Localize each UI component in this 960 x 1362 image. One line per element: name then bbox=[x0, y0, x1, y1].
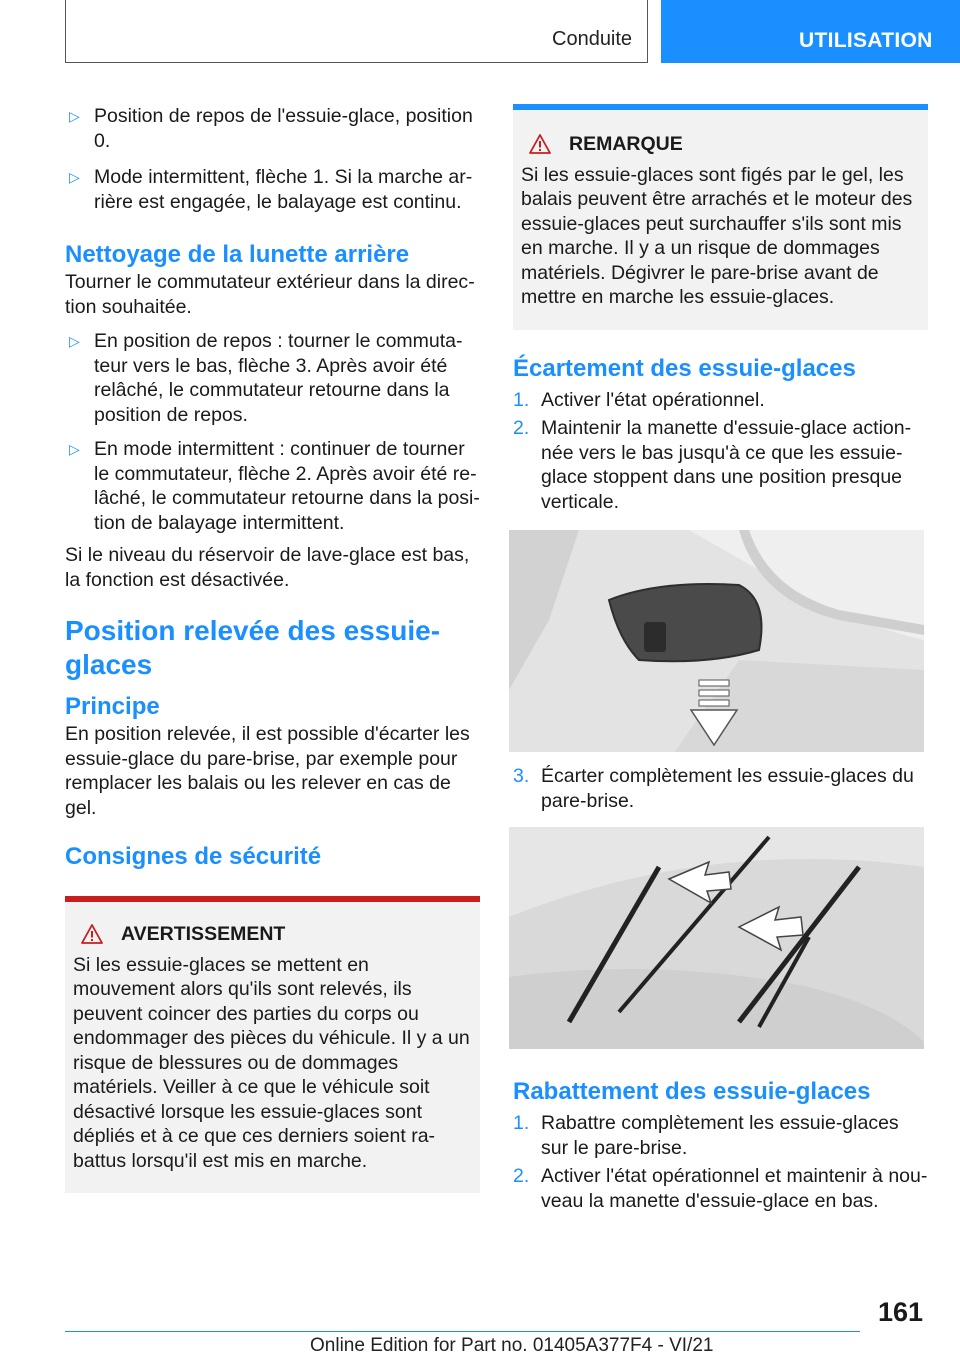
fold-heading: Rabattement des essuie-glaces bbox=[513, 1078, 871, 1105]
step-item: 1. Rabattre complètement les essuie-glaces sur le pare-brise. bbox=[513, 1112, 899, 1159]
caution-triangle-icon bbox=[529, 134, 551, 154]
warning-triangle-icon bbox=[81, 924, 103, 944]
step-item: 2. Activer l'état opérationnel et maintenir à nouveau la manette d'essuie-glace en bas. bbox=[513, 1165, 928, 1212]
rear-intro: Tourner le commutateur extérieur dans la direction souhaitée. bbox=[65, 271, 475, 318]
footer-divider bbox=[65, 1331, 860, 1332]
page-number: 161 bbox=[878, 1297, 924, 1327]
step-item: 1. Activer l'état opérationnel. bbox=[513, 388, 765, 411]
wipers-raised-illustration bbox=[509, 827, 924, 1049]
list-item: ▷ Position de repos de l'essuie-glace, position 0. bbox=[69, 105, 473, 152]
note-text: Si les essuie-glaces sont figés par le gel, les balais peuvent être arrachés et le moteur des essuie-glaces peut surchauffer s'ils sont mis en marche. Il y a un risque de dommages matériels. Dégivrer le pare-brise avant de mettre en marche les essuie-glaces. bbox=[521, 163, 913, 308]
rear-note: Si le niveau du réservoir de lave-glace est bas, la fonction est désactivée. bbox=[65, 544, 470, 591]
triangle-bullet-icon: ▷ bbox=[69, 169, 80, 185]
list-item: ▷ Mode intermittent, flèche 1. Si la marche arrière est engagée, le balayage est continu. bbox=[69, 166, 473, 213]
rear-window-heading: Nettoyage de la lunette arrière bbox=[65, 241, 410, 268]
principle-heading: Principe bbox=[65, 693, 160, 720]
step-item: 3. Écarter complètement les essuie-glaces du pare-brise. bbox=[513, 765, 914, 812]
warning-title-row: AVERTISSEMENT bbox=[81, 922, 472, 947]
spread-heading: Écartement des essuie-glaces bbox=[513, 354, 856, 382]
principle-text: En position relevée, il est possible d'écarter les essuie-glace du pare-brise, par exemple pour remplacer les balais ou les relever en cas de gel. bbox=[65, 723, 470, 819]
note-title-row: REMARQUE bbox=[529, 132, 920, 157]
note-box bbox=[513, 104, 928, 330]
right-column bbox=[513, 104, 928, 1213]
safety-heading: Consignes de sécurité bbox=[65, 843, 322, 870]
section-title: Conduite bbox=[552, 28, 633, 50]
list-item: ▷ En mode intermittent : continuer de tourner le commutateur, flèche 2. Après avoir été relâché, le commutateur retourne dans la position de balayage intermittent. bbox=[69, 438, 480, 534]
edition-text: Online Edition for Part no. 01405A377F4 - VI/21 bbox=[310, 1335, 714, 1356]
chapter-tab: UTILISATION bbox=[661, 0, 960, 63]
warning-box bbox=[65, 896, 480, 1193]
triangle-bullet-icon: ▷ bbox=[69, 333, 80, 349]
list-item: ▷ En position de repos : tourner le commutateur vers le bas, flèche 3. Après avoir été relâché, le commutateur retourne dans la position de repos. bbox=[69, 330, 463, 426]
triangle-bullet-icon: ▷ bbox=[69, 441, 80, 457]
triangle-bullet-icon: ▷ bbox=[69, 108, 80, 124]
left-column bbox=[65, 104, 480, 1193]
wiper-lever-illustration bbox=[509, 530, 924, 752]
warning-text: Si les essuie-glaces se mettent en mouvement alors qu'ils sont relevés, ils peuvent coincer des parties du corps ou endommager des pièces du véhicule. Il y a un risque de blessures ou de dommages matériels. Veiller à ce que le véhicule soit désactivé lorsque les essuie-glaces sont dépliés et à ce que ces derniers soient rabattus lorsqu'il est mis en marche. bbox=[73, 953, 470, 1172]
raised-position-heading: Position relevée des essuie-glaces bbox=[65, 615, 441, 680]
step-item: 2. Maintenir la manette d'essuie-glace actionnée vers le bas jusqu'à ce que les essuie-glace stoppent dans une position presque verticale. bbox=[513, 417, 912, 513]
